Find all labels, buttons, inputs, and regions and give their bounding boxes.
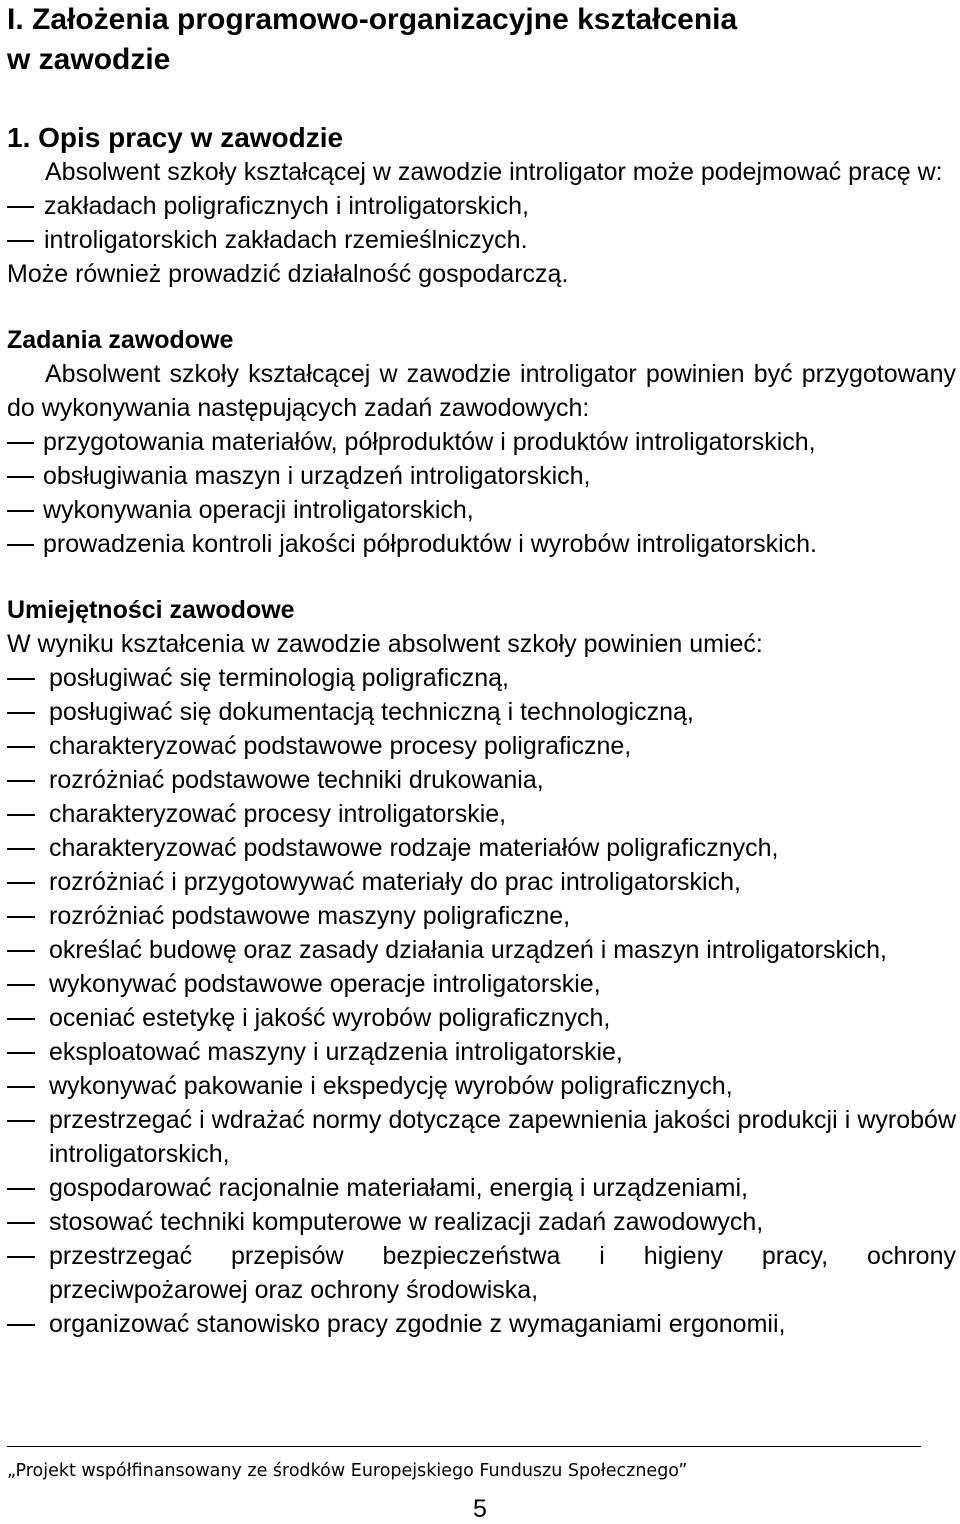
dash-bullet xyxy=(7,206,34,208)
list-item: rozróżniać podstawowe techniki drukowania, xyxy=(7,763,956,797)
dash-bullet xyxy=(7,1052,35,1054)
skills-list xyxy=(7,661,956,1341)
list-item: przestrzegać przepisów bezpieczeństwa i higieny pracy, ochrony przeciwpożarowej oraz ochrony środowiska, xyxy=(7,1239,956,1307)
list-item: wykonywania operacji introligatorskich, xyxy=(7,493,956,527)
dash-bullet xyxy=(7,1086,35,1088)
list-item: rozróżniać podstawowe maszyny poligraficzne, xyxy=(7,899,956,933)
dash-bullet xyxy=(7,848,35,850)
list-item: charakteryzować podstawowe rodzaje materiałów poligraficznych, xyxy=(7,831,956,865)
dash-bullet xyxy=(7,814,35,816)
chapter-title-line-1: I. Założenia programowo-organizacyjne kształcenia xyxy=(7,3,738,36)
list-item: rozróżniać i przygotowywać materiały do prac introligatorskich, xyxy=(7,865,956,899)
tasks-intro: Absolwent szkoły kształcącej w zawodzie introligator powinien być przygotowany do wykonywania następujących zadań zawodowych: xyxy=(7,360,956,422)
list-item: obsługiwania maszyn i urządzeń introligatorskich, xyxy=(7,459,956,493)
workplace-list xyxy=(7,189,956,257)
list-item: wykonywać pakowanie i ekspedycję wyrobów poligraficznych, xyxy=(7,1069,956,1103)
dash-bullet xyxy=(7,916,35,918)
section-heading-tasks: Zadania zawodowe xyxy=(7,326,234,354)
list-item: przestrzegać i wdrażać normy dotyczące zapewnienia jakości produkcji i wyrobów introligatorskich, xyxy=(7,1103,956,1171)
dash-bullet xyxy=(7,984,35,986)
list-item: wykonywać podstawowe operacje introligatorskie, xyxy=(7,967,956,1001)
list-item: przygotowania materiałów, półproduktów i produktów introligatorskich, xyxy=(7,425,956,459)
dash-bullet xyxy=(7,510,34,512)
job-description-closing: Może również prowadzić działalność gospodarczą. xyxy=(7,260,569,288)
dash-bullet xyxy=(7,1120,35,1122)
skills-intro: W wyniku kształcenia w zawodzie absolwent szkoły powinien umieć: xyxy=(7,630,763,658)
list-item: prowadzenia kontroli jakości półproduktów i wyrobów introligatorskich. xyxy=(7,527,956,561)
dash-bullet xyxy=(7,780,35,782)
dash-bullet xyxy=(7,882,35,884)
section-heading-skills: Umiejętności zawodowe xyxy=(7,596,295,624)
document-page xyxy=(7,0,956,1341)
dash-bullet xyxy=(7,1188,35,1190)
list-item: organizować stanowisko pracy zgodnie z wymaganiami ergonomii, xyxy=(7,1307,956,1341)
dash-bullet xyxy=(7,1256,35,1258)
list-item: gospodarować racjonalnie materiałami, energią i urządzeniami, xyxy=(7,1171,956,1205)
dash-bullet xyxy=(7,678,35,680)
dash-bullet xyxy=(7,476,34,478)
list-item: posługiwać się dokumentacją techniczną i technologiczną, xyxy=(7,695,956,729)
dash-bullet xyxy=(7,1018,35,1020)
dash-bullet xyxy=(7,950,35,952)
list-item: posługiwać się terminologią poligraficzną, xyxy=(7,661,956,695)
dash-bullet xyxy=(7,1324,35,1326)
list-item: introligatorskich zakładach rzemieślniczych. xyxy=(7,223,956,257)
footer-divider xyxy=(7,1446,921,1447)
job-description-intro: Absolwent szkoły kształcącej w zawodzie introligator może podejmować pracę w: xyxy=(45,158,943,186)
dash-bullet xyxy=(7,712,35,714)
list-item: określać budowę oraz zasady działania urządzeń i maszyn introligatorskich, xyxy=(7,933,956,967)
footer-funding-note: „Projekt współfinansowany ze środków Europejskiego Funduszu Społecznego” xyxy=(7,1461,688,1481)
list-item: stosować techniki komputerowe w realizacji zadań zawodowych, xyxy=(7,1205,956,1239)
list-item: charakteryzować procesy introligatorskie, xyxy=(7,797,956,831)
list-item: eksploatować maszyny i urządzenia introligatorskie, xyxy=(7,1035,956,1069)
dash-bullet xyxy=(7,1222,35,1224)
chapter-title-line-2: w zawodzie xyxy=(7,43,171,76)
chapter-title xyxy=(7,0,956,80)
section-heading-job-description: 1. Opis pracy w zawodzie xyxy=(7,122,344,153)
dash-bullet xyxy=(7,746,35,748)
dash-bullet xyxy=(7,442,34,444)
dash-bullet xyxy=(7,544,34,546)
list-item: oceniać estetykę i jakość wyrobów poligraficznych, xyxy=(7,1001,956,1035)
tasks-list xyxy=(7,425,956,561)
list-item: charakteryzować podstawowe procesy poligraficzne, xyxy=(7,729,956,763)
list-item: zakładach poligraficznych i introligatorskich, xyxy=(7,189,956,223)
dash-bullet xyxy=(7,240,34,242)
page-number: 5 xyxy=(473,1495,487,1523)
